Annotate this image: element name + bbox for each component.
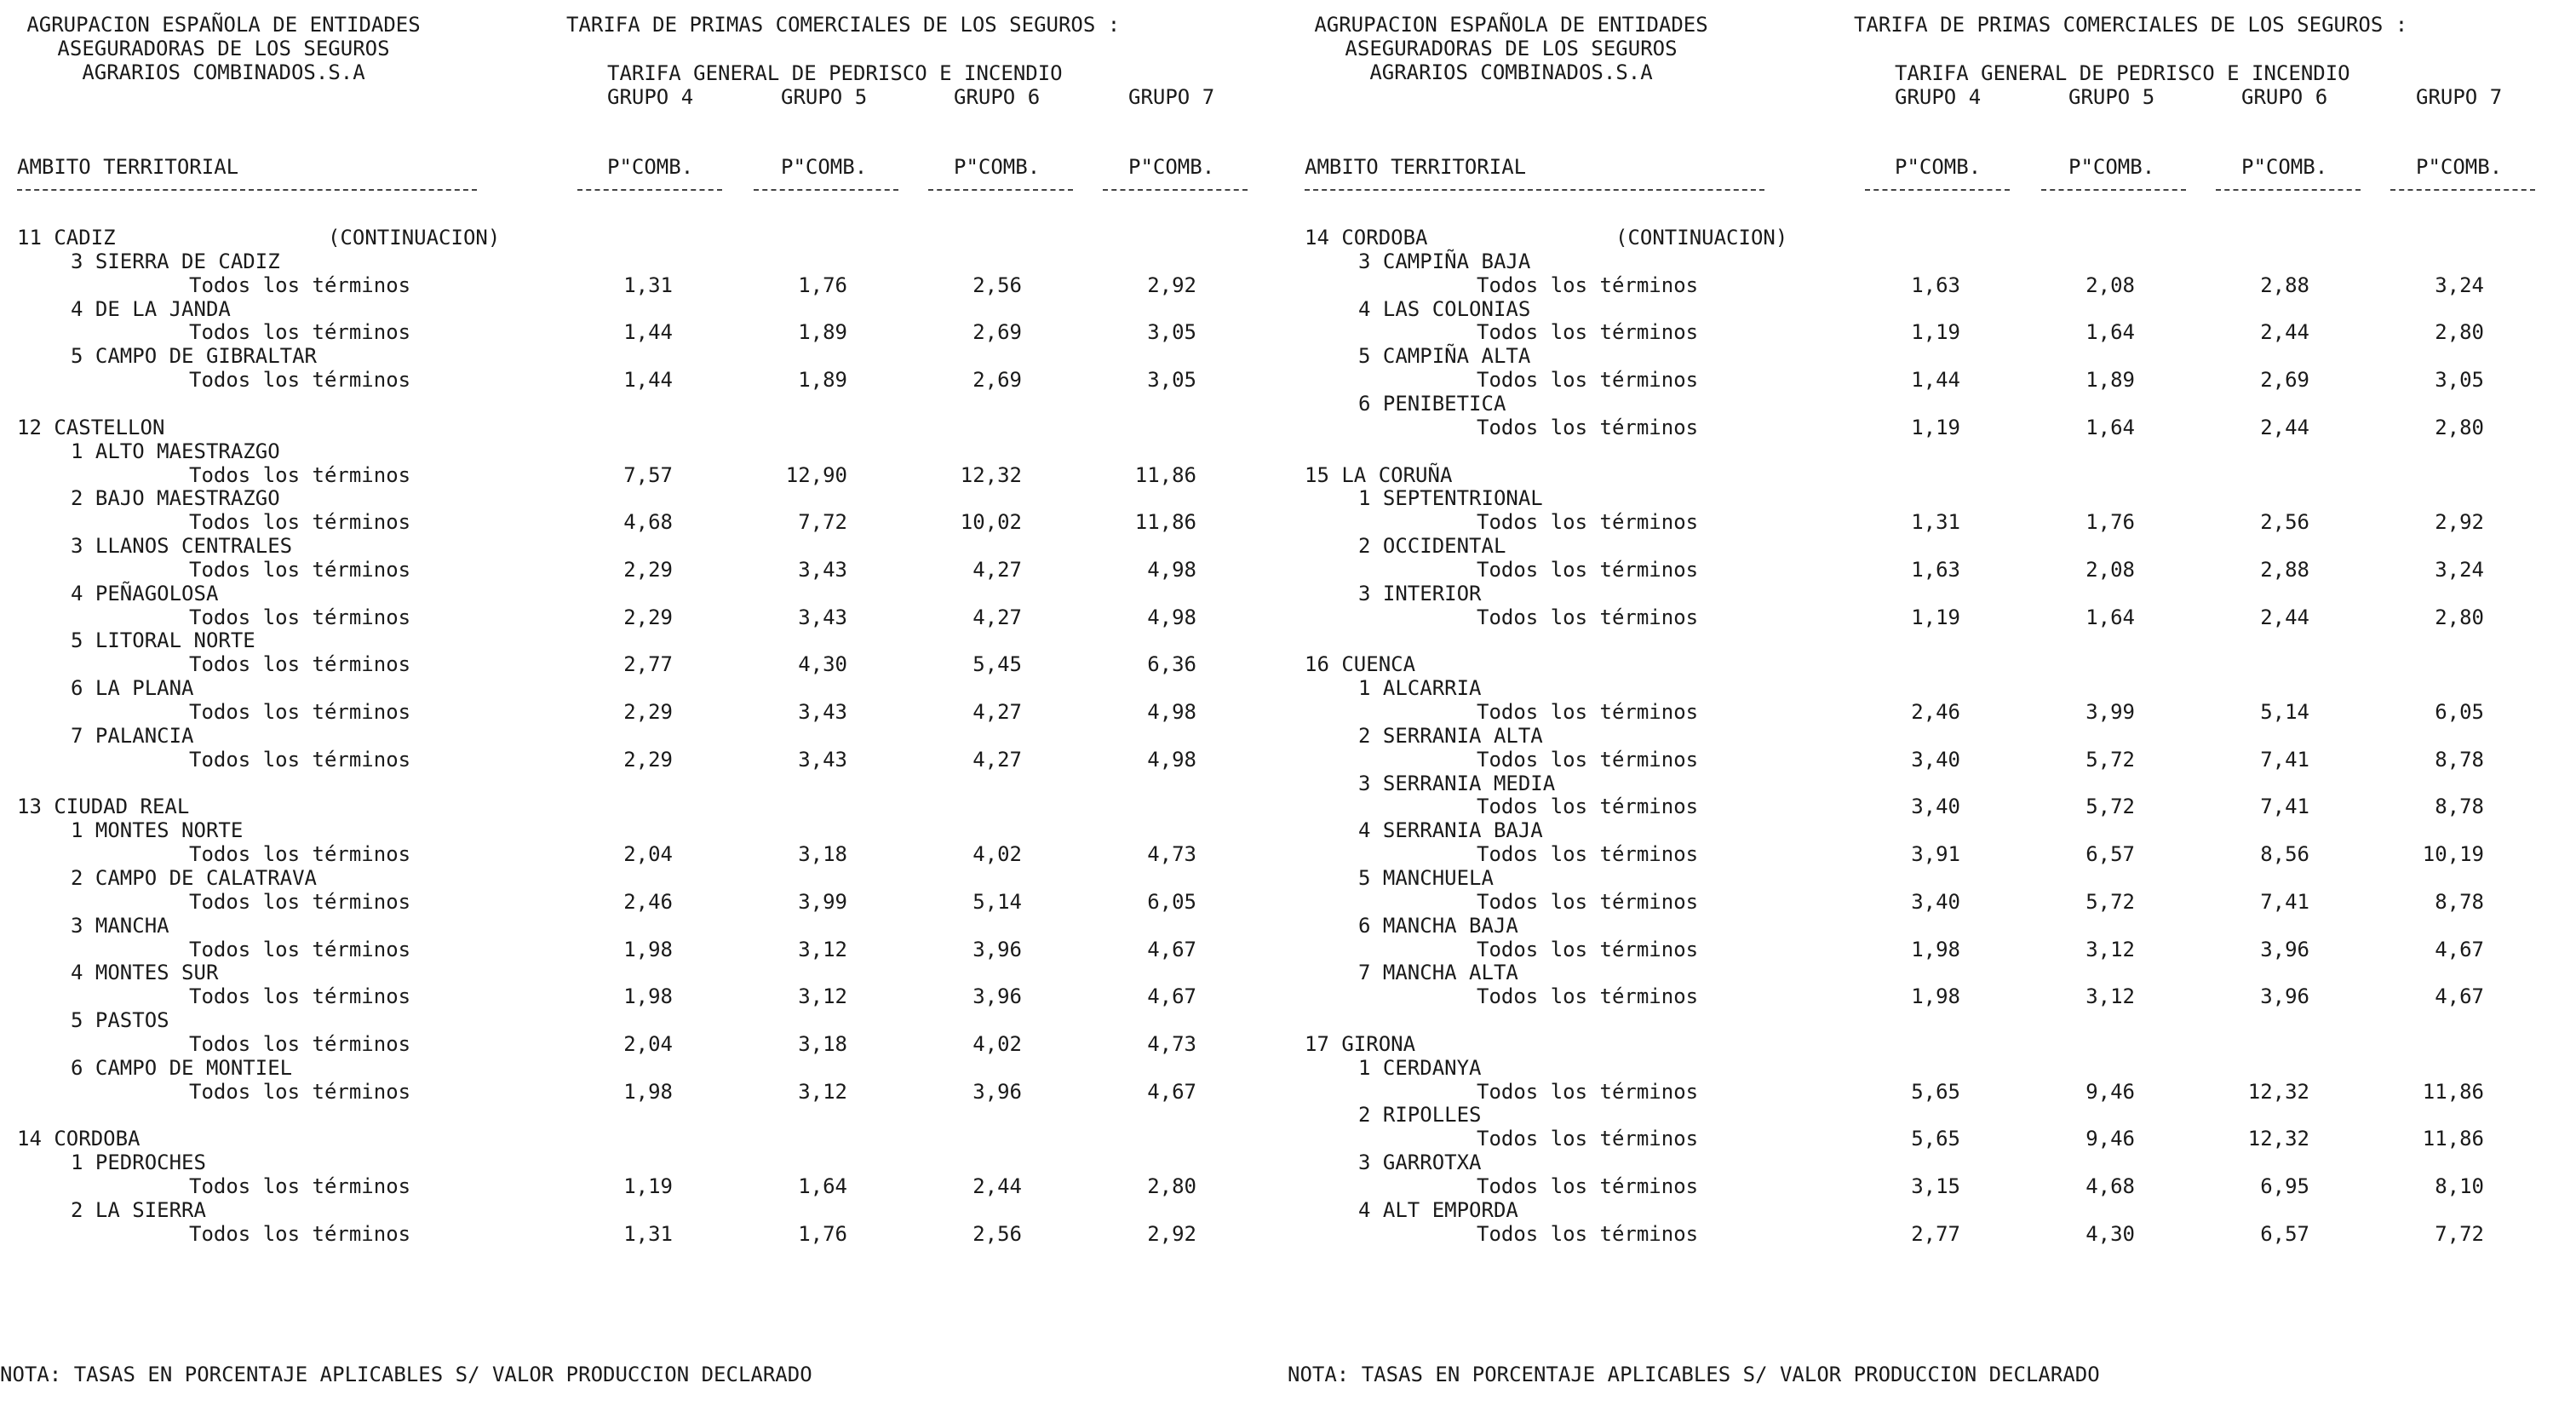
terms-label: Todos los términos [189,747,411,772]
rate-value: 1,76 [798,273,847,297]
province-title: 11 CADIZ [17,226,116,250]
terms-label: Todos los términos [189,510,411,535]
rate-value: 4,02 [972,1031,1022,1056]
page-right [1288,0,2575,1406]
ambito-underline [1305,189,1764,191]
rate-value: 3,12 [2085,984,2135,1009]
rate-value: 3,96 [2260,937,2309,961]
rate-value: 2,92 [1147,1221,1196,1246]
org-line: ASEGURADORAS DE LOS SEGUROS [1345,36,1678,60]
comarca-name: 2 CAMPO DE CALATRAVA [71,865,317,890]
rate-value: 4,68 [623,510,673,535]
rate-value: 1,19 [1911,605,1960,629]
group-header: GRUPO 7 [1128,85,1215,109]
comarca-name: 1 PEDROCHES [71,1151,206,1175]
rate-value: 1,89 [2085,368,2135,393]
comarca-name: 5 CAMPIÑA ALTA [1358,344,1531,369]
comarca-name: 1 CERDANYA [1358,1055,1482,1080]
rate-value: 2,44 [2260,605,2309,629]
group-header: GRUPO 7 [2416,85,2503,109]
rate-value: 7,72 [798,510,847,535]
rate-value: 6,57 [2260,1221,2309,1246]
rate-value: 3,05 [2435,368,2484,393]
tarifa-title: TARIFA DE PRIMAS COMERCIALES DE LOS SEGUROS : [566,13,1121,37]
rate-value: 6,36 [1147,652,1196,677]
rate-value: 2,88 [2260,557,2309,582]
terms-label: Todos los términos [189,700,411,724]
terms-label: Todos los términos [1477,1079,1699,1104]
group-header: GRUPO 4 [1895,85,1982,109]
rate-value: 2,44 [972,1174,1022,1198]
rate-value: 3,12 [2085,937,2135,961]
rate-value: 4,98 [1147,747,1196,772]
rate-value: 2,46 [1911,700,1960,724]
rate-value: 4,27 [972,605,1022,629]
rate-value: 11,86 [1134,510,1196,535]
comarca-name: 4 PEÑAGOLOSA [71,581,219,605]
province-title: 15 LA CORUÑA [1305,462,1453,487]
terms-label: Todos los términos [189,842,411,867]
rate-value: 2,88 [2260,273,2309,297]
org-line: AGRUPACION ESPAÑOLA DE ENTIDADES [1314,13,1708,37]
rate-value: 2,29 [623,700,673,724]
rate-value: 4,30 [798,652,847,677]
tarifa-subtitle: TARIFA GENERAL DE PEDRISCO E INCENDIO [607,61,1063,85]
rate-value: 5,45 [972,652,1022,677]
rate-value: 2,80 [2435,605,2484,629]
rate-value: 8,78 [2435,747,2484,772]
rate-value: 2,80 [1147,1174,1196,1198]
tarifa-subtitle: TARIFA GENERAL DE PEDRISCO E INCENDIO [1895,61,2350,85]
rate-value: 4,98 [1147,557,1196,582]
terms-label: Todos los términos [189,462,411,487]
rate-value: 4,02 [972,842,1022,867]
terms-label: Todos los términos [1477,1127,1699,1151]
comarca-name: 5 PASTOS [71,1008,169,1033]
terms-label: Todos los términos [1477,889,1699,914]
rate-value: 4,67 [1147,1079,1196,1104]
rate-value: 7,41 [2260,795,2309,819]
column-label: P"COMB. [954,155,1041,179]
rate-value: 4,27 [972,747,1022,772]
rate-value: 6,95 [2260,1174,2309,1198]
rate-value: 11,86 [2422,1079,2484,1104]
rate-value: 3,40 [1911,795,1960,819]
comarca-name: 6 CAMPO DE MONTIEL [71,1055,293,1080]
comarca-name: 2 SERRANIA ALTA [1358,723,1543,748]
terms-label: Todos los términos [1477,605,1699,629]
column-underline [928,189,1073,191]
ambito-underline [17,189,477,191]
rate-value: 3,96 [972,984,1022,1009]
rate-value: 7,41 [2260,747,2309,772]
rate-value: 4,27 [972,700,1022,724]
rate-value: 4,27 [972,557,1022,582]
rate-value: 2,77 [1911,1221,1960,1246]
rate-value: 1,44 [1911,368,1960,393]
rate-value: 12,32 [960,462,1022,487]
province-title: 16 CUENCA [1305,652,1416,677]
rate-value: 5,72 [2085,747,2135,772]
rate-value: 1,44 [623,368,673,393]
terms-label: Todos los términos [1477,273,1699,297]
rate-value: 3,15 [1911,1174,1960,1198]
rate-value: 3,96 [972,1079,1022,1104]
rate-value: 11,86 [2422,1127,2484,1151]
terms-label: Todos los términos [1477,747,1699,772]
comarca-name: 3 CAMPIÑA BAJA [1358,249,1531,273]
rate-value: 1,19 [1911,415,1960,439]
rate-value: 7,57 [623,462,673,487]
comarca-name: 4 LAS COLONIAS [1358,296,1531,321]
rate-value: 5,72 [2085,889,2135,914]
terms-label: Todos los términos [1477,842,1699,867]
comarca-name: 3 SERRANIA MEDIA [1358,771,1556,795]
rate-value: 3,43 [798,747,847,772]
rate-value: 2,44 [2260,320,2309,345]
terms-label: Todos los términos [189,1031,411,1056]
rate-value: 1,64 [2085,320,2135,345]
rate-value: 6,05 [2435,700,2484,724]
rate-value: 3,24 [2435,557,2484,582]
rate-value: 3,05 [1147,320,1196,345]
rate-value: 2,80 [2435,320,2484,345]
rate-value: 3,12 [798,937,847,961]
rate-value: 3,91 [1911,842,1960,867]
rate-value: 5,65 [1911,1127,1960,1151]
column-label: P"COMB. [2416,155,2503,179]
comarca-name: 1 MONTES NORTE [71,818,244,843]
rate-value: 2,77 [623,652,673,677]
rate-value: 2,56 [2260,510,2309,535]
rate-value: 1,98 [623,984,673,1009]
comarca-name: 7 MANCHA ALTA [1358,961,1518,985]
rate-value: 8,10 [2435,1174,2484,1198]
comarca-name: 6 PENIBETICA [1358,391,1506,416]
column-underline [2041,189,2186,191]
comarca-name: 5 CAMPO DE GIBRALTAR [71,344,317,369]
comarca-name: 2 LA SIERRA [71,1197,206,1222]
rate-value: 7,41 [2260,889,2309,914]
rate-value: 11,86 [1134,462,1196,487]
comarca-name: 7 PALANCIA [71,723,194,748]
rate-value: 8,78 [2435,889,2484,914]
comarca-name: 3 SIERRA DE CADIZ [71,249,280,273]
rate-value: 4,98 [1147,700,1196,724]
rate-value: 1,98 [623,937,673,961]
terms-label: Todos los términos [1477,368,1699,393]
comarca-name: 1 SEPTENTRIONAL [1358,486,1543,511]
rate-value: 3,40 [1911,747,1960,772]
comarca-name: 3 GARROTXA [1358,1151,1482,1175]
rate-value: 2,08 [2085,273,2135,297]
terms-label: Todos los términos [189,1174,411,1198]
rate-value: 3,43 [798,700,847,724]
column-label: P"COMB. [607,155,694,179]
org-line: ASEGURADORAS DE LOS SEGUROS [57,36,390,60]
rate-value: 1,89 [798,368,847,393]
terms-label: Todos los términos [1477,937,1699,961]
comarca-name: 1 ALTO MAESTRAZGO [71,439,280,463]
rate-value: 1,76 [2085,510,2135,535]
rate-value: 1,31 [1911,510,1960,535]
terms-label: Todos los términos [1477,795,1699,819]
province-title: 14 CORDOBA [1305,226,1428,250]
rate-value: 2,29 [623,605,673,629]
province-title: 13 CIUDAD REAL [17,795,190,819]
rate-value: 12,90 [785,462,847,487]
comarca-name: 2 BAJO MAESTRAZGO [71,486,280,511]
rate-value: 4,67 [2435,984,2484,1009]
rate-value: 6,57 [2085,842,2135,867]
comarca-name: 6 LA PLANA [71,676,194,701]
comarca-name: 6 MANCHA BAJA [1358,913,1518,938]
rate-value: 2,80 [2435,415,2484,439]
province-title: 14 CORDOBA [17,1127,141,1151]
rate-value: 3,96 [972,937,1022,961]
rate-value: 1,64 [2085,415,2135,439]
province-title: 12 CASTELLON [17,415,165,439]
rate-value: 4,68 [2085,1174,2135,1198]
rate-value: 3,99 [798,889,847,914]
org-line: AGRARIOS COMBINADOS.S.A [1369,60,1653,84]
rate-value: 4,73 [1147,842,1196,867]
rate-value: 8,78 [2435,795,2484,819]
column-underline [1865,189,2010,191]
rate-value: 2,92 [1147,273,1196,297]
rate-value: 2,46 [623,889,673,914]
rate-value: 10,19 [2422,842,2484,867]
column-label: P"COMB. [1128,155,1215,179]
group-header: GRUPO 6 [2241,85,2328,109]
comarca-name: 5 MANCHUELA [1358,865,1494,890]
comarca-name: 4 ALT EMPORDA [1358,1197,1518,1222]
comarca-name: 2 RIPOLLES [1358,1103,1482,1128]
rate-value: 2,56 [972,1221,1022,1246]
terms-label: Todos los términos [189,1079,411,1104]
terms-label: Todos los términos [189,368,411,393]
rate-value: 2,69 [972,368,1022,393]
rate-value: 2,69 [2260,368,2309,393]
column-underline [2216,189,2361,191]
terms-label: Todos los términos [189,557,411,582]
terms-label: Todos los términos [1477,320,1699,345]
rate-value: 2,08 [2085,557,2135,582]
column-label: P"COMB. [2068,155,2155,179]
rate-value: 1,98 [623,1079,673,1104]
rate-value: 4,67 [1147,937,1196,961]
rate-value: 2,29 [623,747,673,772]
rate-value: 5,14 [2260,700,2309,724]
terms-label: Todos los términos [1477,415,1699,439]
province-continuation: (CONTINUACION) [1615,226,1788,250]
rate-value: 1,76 [798,1221,847,1246]
rate-value: 5,72 [2085,795,2135,819]
rate-value: 1,98 [1911,937,1960,961]
rate-value: 3,12 [798,984,847,1009]
column-label: P"COMB. [2241,155,2328,179]
rate-value: 2,04 [623,1031,673,1056]
rate-value: 1,63 [1911,557,1960,582]
column-label: P"COMB. [781,155,868,179]
column-underline [754,189,898,191]
terms-label: Todos los términos [1477,700,1699,724]
rate-value: 4,73 [1147,1031,1196,1056]
rate-value: 1,64 [798,1174,847,1198]
terms-label: Todos los términos [189,320,411,345]
rate-value: 3,05 [1147,368,1196,393]
rate-value: 9,46 [2085,1079,2135,1104]
rate-value: 3,18 [798,1031,847,1056]
terms-label: Todos los términos [1477,1174,1699,1198]
terms-label: Todos los términos [1477,557,1699,582]
comarca-name: 3 INTERIOR [1358,581,1482,605]
group-header: GRUPO 5 [2068,85,2155,109]
rate-value: 2,44 [2260,415,2309,439]
rate-value: 7,72 [2435,1221,2484,1246]
rate-value: 10,02 [960,510,1022,535]
rate-value: 3,24 [2435,273,2484,297]
column-underline [1103,189,1248,191]
comarca-name: 4 MONTES SUR [71,961,219,985]
terms-label: Todos los términos [189,889,411,914]
rate-value: 2,56 [972,273,1022,297]
rate-value: 8,56 [2260,842,2309,867]
comarca-name: 4 SERRANIA BAJA [1358,818,1543,843]
rate-value: 3,12 [798,1079,847,1104]
rate-value: 12,32 [2247,1079,2309,1104]
column-underline [577,189,722,191]
terms-label: Todos los términos [1477,510,1699,535]
rate-value: 1,63 [1911,273,1960,297]
terms-label: Todos los términos [1477,1221,1699,1246]
rate-value: 6,05 [1147,889,1196,914]
footnote: NOTA: TASAS EN PORCENTAJE APLICABLES S/ VALOR PRODUCCION DECLARADO [0,1363,812,1386]
group-header: GRUPO 4 [607,85,694,109]
comarca-name: 5 LITORAL NORTE [71,628,255,653]
rate-value: 2,92 [2435,510,2484,535]
comarca-name: 1 ALCARRIA [1358,676,1482,701]
terms-label: Todos los términos [189,652,411,677]
rate-value: 4,30 [2085,1221,2135,1246]
rate-value: 1,19 [623,1174,673,1198]
rate-value: 4,67 [1147,984,1196,1009]
group-header: GRUPO 6 [954,85,1041,109]
rate-value: 3,43 [798,557,847,582]
rate-value: 5,14 [972,889,1022,914]
comarca-name: 3 MANCHA [71,913,169,938]
province-continuation: (CONTINUACION) [328,226,501,250]
rate-value: 1,44 [623,320,673,345]
terms-label: Todos los términos [189,937,411,961]
rate-value: 4,67 [2435,937,2484,961]
rate-value: 2,69 [972,320,1022,345]
rate-value: 5,65 [1911,1079,1960,1104]
terms-label: Todos los términos [189,984,411,1009]
rate-value: 3,43 [798,605,847,629]
terms-label: Todos los términos [189,273,411,297]
rate-value: 1,98 [1911,984,1960,1009]
rate-value: 12,32 [2247,1127,2309,1151]
org-line: AGRARIOS COMBINADOS.S.A [82,60,365,84]
ambito-territorial-label: AMBITO TERRITORIAL [1305,155,1527,179]
rate-value: 9,46 [2085,1127,2135,1151]
ambito-territorial-label: AMBITO TERRITORIAL [17,155,239,179]
org-line: AGRUPACION ESPAÑOLA DE ENTIDADES [26,13,421,37]
terms-label: Todos los términos [189,605,411,629]
terms-label: Todos los términos [189,1221,411,1246]
rate-value: 2,29 [623,557,673,582]
province-title: 17 GIRONA [1305,1031,1416,1056]
rate-value: 1,31 [623,273,673,297]
rate-value: 3,96 [2260,984,2309,1009]
rate-value: 1,89 [798,320,847,345]
rate-value: 1,31 [623,1221,673,1246]
rate-value: 3,40 [1911,889,1960,914]
group-header: GRUPO 5 [781,85,868,109]
rate-value: 4,98 [1147,605,1196,629]
footnote: NOTA: TASAS EN PORCENTAJE APLICABLES S/ VALOR PRODUCCION DECLARADO [1288,1363,2100,1386]
rate-value: 1,64 [2085,605,2135,629]
comarca-name: 2 OCCIDENTAL [1358,534,1506,559]
rate-value: 1,19 [1911,320,1960,345]
rate-value: 3,99 [2085,700,2135,724]
comarca-name: 3 LLANOS CENTRALES [71,534,293,559]
rate-value: 2,04 [623,842,673,867]
column-underline [2390,189,2535,191]
column-label: P"COMB. [1895,155,1982,179]
tarifa-title: TARIFA DE PRIMAS COMERCIALES DE LOS SEGUROS : [1854,13,2408,37]
terms-label: Todos los términos [1477,984,1699,1009]
comarca-name: 4 DE LA JANDA [71,296,231,321]
rate-value: 3,18 [798,842,847,867]
